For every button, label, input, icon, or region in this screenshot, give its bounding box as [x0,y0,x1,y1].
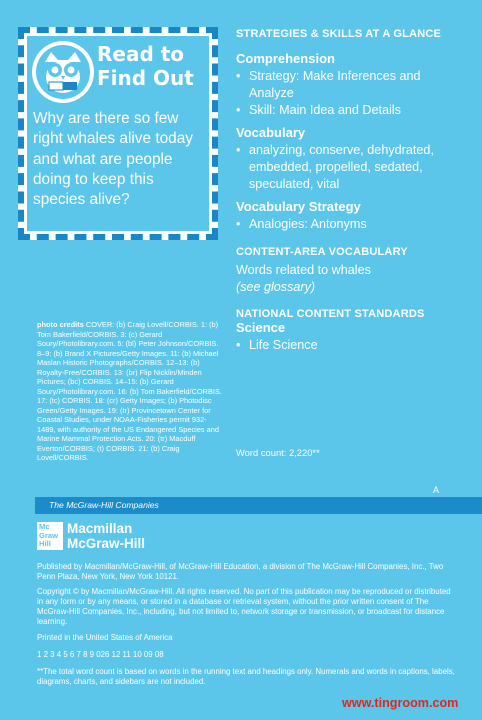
print-numbers: 1 2 3 4 5 6 7 8 9 026 12 11 10 09 08 [37,650,164,659]
content-area-line2: (see glossary) [236,280,316,294]
photo-credits-label: photo credits [37,320,84,329]
logo-name-line1: Macmillan [67,521,133,536]
comprehension-item: • Skill: Main Idea and Details [236,102,466,119]
logo-box-line2: Graw [39,530,58,540]
owl-icon [31,40,95,104]
vocabulary-item: • analyzing, conserve, dehydrated, embedded, propelled, sedated, speculated, vital [236,142,466,193]
word-count: Word count: 2,220** [236,447,320,458]
published-text: Published by Macmillan/McGraw-Hill, of McGraw-Hill Education, a division of The McGraw-Hill Companies, Inc., Two Penn Plaza, New York, New York 10121. [37,562,444,581]
vocab-strategy-heading: Vocabulary Strategy [236,199,361,214]
publisher-bar [35,497,482,514]
content-area-line1: Words related to whales [236,263,371,277]
comprehension-heading: Comprehension [236,51,335,66]
vocabulary-heading: Vocabulary [236,125,306,140]
code-letter: A [433,485,440,495]
comprehension-item: • Strategy: Make Inferences and Analyze [236,68,466,102]
vocab-strategy-item: • Analogies: Antonyms [236,216,466,233]
read-to-find-out-card [18,27,218,240]
strategies-heading: STRATEGIES & SKILLS AT A GLANCE [236,28,442,40]
logo-name-line2: McGraw-Hill [67,536,146,551]
card-inner [27,36,209,231]
card-question: Why are there so few right whales alive today and what are people doing to keep this species alive? [33,110,193,209]
logo-name [67,521,145,551]
watermark: www.tingroom.com [342,696,459,710]
card-title [97,42,207,90]
copyright-text: Copyright © by Macmillan/McGraw-Hill. All rights reserved. No part of this publication may be reproduced or distributed in any form or by any means, or stored in a database or retrieval system, without the prior written consent of The McGraw-Hill Companies, Inc., including, but not limited to, network storage or transmission, or broadcast for distance learning. [37,587,451,626]
printed-text: Printed in the United States of America [37,633,173,642]
standards-subheading: Science [236,320,286,335]
publisher-bar-text: The McGraw-Hill Companies [49,500,159,510]
card-title-line2: Find Out [97,66,194,90]
logo-box-line1: Mc [39,522,50,531]
standards-item: • Life Science [236,337,466,354]
content-area-heading: CONTENT-AREA VOCABULARY [236,246,408,258]
photo-credits [37,320,223,463]
word-count-footnote: **The total word count is based on words in the running text and headings only. Numerals and words in captions, labels, diagrams, charts, and sidebars are not included. [37,667,455,686]
photo-credits-text: COVER: (b) Craig Lovell/CORBIS. 1: (b) Tom Bakerfield/CORBIS. 3: (c) Gerard Soury/Photolibrary.com. 5: (bl) Peter Johnson/CORBIS. 8–9: (b) Brand X Pictures/Getty Images. 11: (b) Michael Maslan Historic Photographs/CORBIS. 12–13: (b) Royalty-Free/CORBIS. 13: (br) Flip Nicklin/Minden Pictures; (bc) CORBIS. 14–15: (b) Gerard Soury/Photolibrary.com. 16: (b) Tom Bakerfield/CORBIS. 17: (tc) CORBIS. 18: (cr) Getty Images; (b) Photodisc Green/Getty Images. 19: (tr) Provincetown Center for Coastal Studies, under NOAA-Fisheries permit 932-1489, with authority of the US Endangered Species and Marine Mammal Protection Acts. 20: (tr) Macduff Everton/CORBIS; (t) CORBIS. 21: (b) Craig Lovell/CORBIS. [37,320,222,462]
strategies-panel [236,28,466,354]
logo-box-line3: Hill [39,539,51,549]
mcgraw-hill-logo-icon [37,522,63,550]
card-title-line1: Read to [97,42,185,66]
standards-heading: NATIONAL CONTENT STANDARDS [236,308,425,320]
